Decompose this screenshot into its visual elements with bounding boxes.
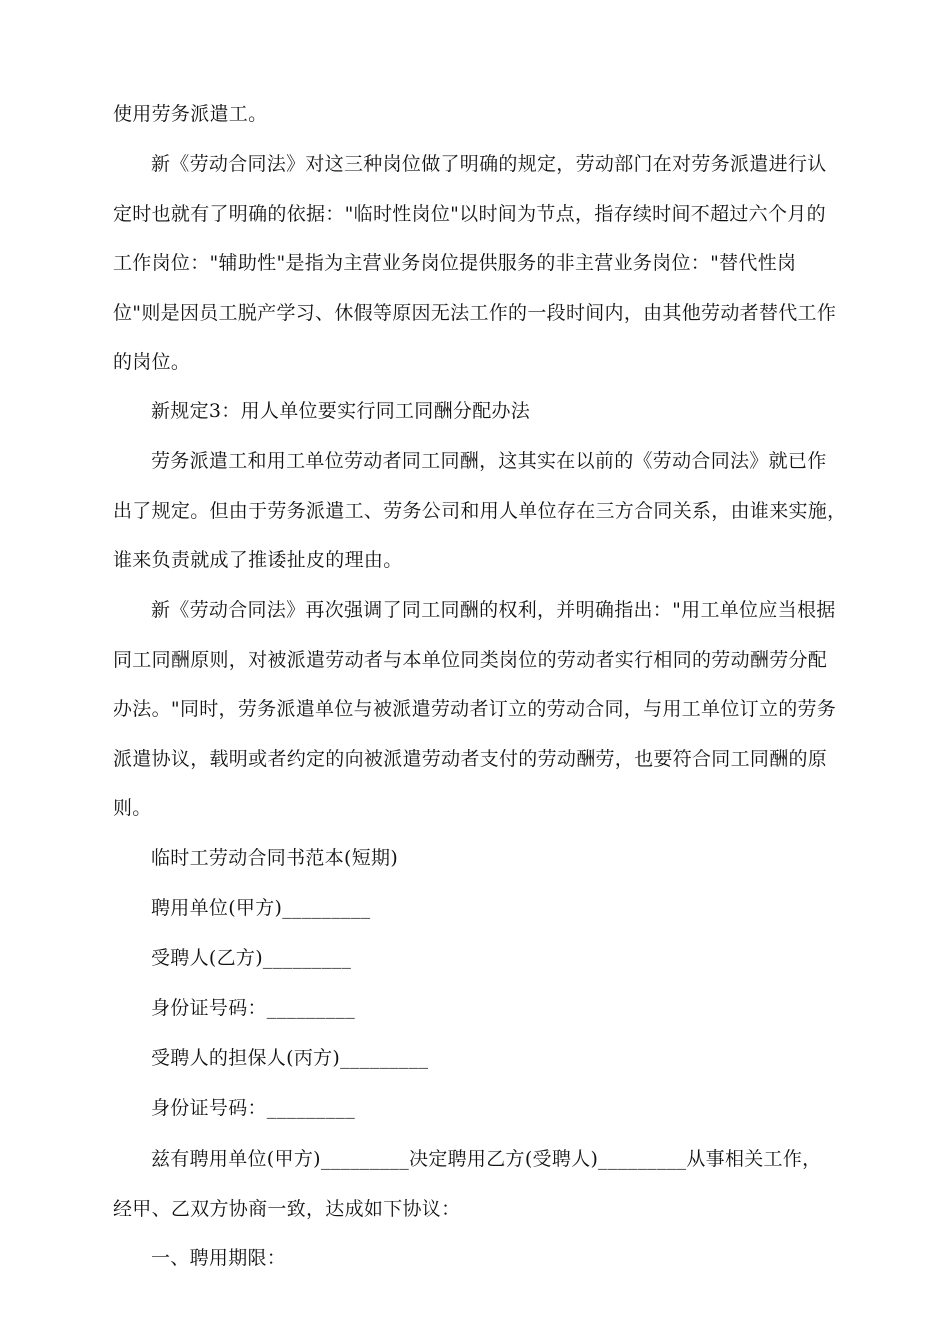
text-line: 新《劳动合同法》再次强调了同工同酬的权利，并明确指出："用工单位应当根据 — [151, 599, 836, 621]
text-line: 一、聘用期限： — [151, 1247, 287, 1269]
paragraph — [113, 586, 837, 834]
text-line: 聘用单位(甲方)_________ — [151, 897, 371, 919]
text-line: 经甲、乙双方协商一致，达成如下协议： — [113, 1197, 461, 1220]
text-line: 办法。"同时，劳务派遣单位与被派遣劳动者订立的劳动合同，与用工单位订立的劳务 — [113, 698, 837, 720]
paragraph — [113, 1135, 837, 1234]
paragraph — [113, 387, 837, 437]
contract-title — [113, 834, 837, 884]
form-field-employee — [113, 934, 837, 984]
text-line: 劳务派遣工和用工单位劳动者同工同酬，这其实在以前的《劳动合同法》就已作 — [151, 450, 827, 472]
text-line: 位"则是因员工脱产学习、休假等原因无法工作的一段时间内，由其他劳动者替代工作 — [113, 301, 837, 324]
section-heading — [113, 1234, 837, 1284]
text-line: 定时也就有了明确的依据："临时性岗位"以时间为节点，指存续时间不超过六个月的 — [113, 202, 826, 225]
text-line: 的岗位。 — [113, 351, 191, 373]
form-field-id-number — [113, 1084, 837, 1134]
text-line: 身份证号码：_________ — [151, 1097, 356, 1119]
text-line: 兹有聘用单位(甲方)_________决定聘用乙方(受聘人)_________从事相关工作， — [151, 1148, 822, 1170]
text-line: 出了规定。但由于劳务派遣工、劳务公司和用人单位存在三方合同关系，由谁来实施， — [113, 499, 847, 522]
text-line: 临时工劳动合同书范本(短期) — [151, 847, 399, 869]
text-line: 则。 — [113, 797, 152, 819]
text-line: 新《劳动合同法》对这三种岗位做了明确的规定，劳动部门在对劳务派遣进行认 — [151, 153, 827, 175]
text-line: 同工同酬原则，对被派遣劳动者与本单位同类岗位的劳动者实行相同的劳动酬劳分配 — [113, 648, 828, 671]
form-field-id-number — [113, 984, 837, 1034]
text-line: 使用劳务派遣工。 — [113, 103, 268, 125]
paragraph — [113, 437, 847, 586]
form-field-employer — [113, 884, 837, 934]
text-line: 谁来负责就成了推诿扯皮的理由。 — [113, 549, 403, 571]
paragraph — [113, 140, 837, 388]
text-line: 受聘人的担保人(丙方)_________ — [151, 1047, 429, 1069]
text-line: 派遣协议，载明或者约定的向被派遣劳动者支付的劳动酬劳，也要符合同工同酬的原 — [113, 747, 828, 770]
paragraph — [113, 90, 837, 140]
text-line: 工作岗位："辅助性"是指为主营业务岗位提供服务的非主营业务岗位："替代性岗 — [113, 252, 797, 274]
text-line: 受聘人(乙方)_________ — [151, 947, 352, 969]
text-line: 身份证号码：_________ — [151, 997, 356, 1019]
form-field-guarantor — [113, 1034, 837, 1084]
text-line: 新规定3：用人单位要实行同工同酬分配办法 — [151, 400, 531, 422]
